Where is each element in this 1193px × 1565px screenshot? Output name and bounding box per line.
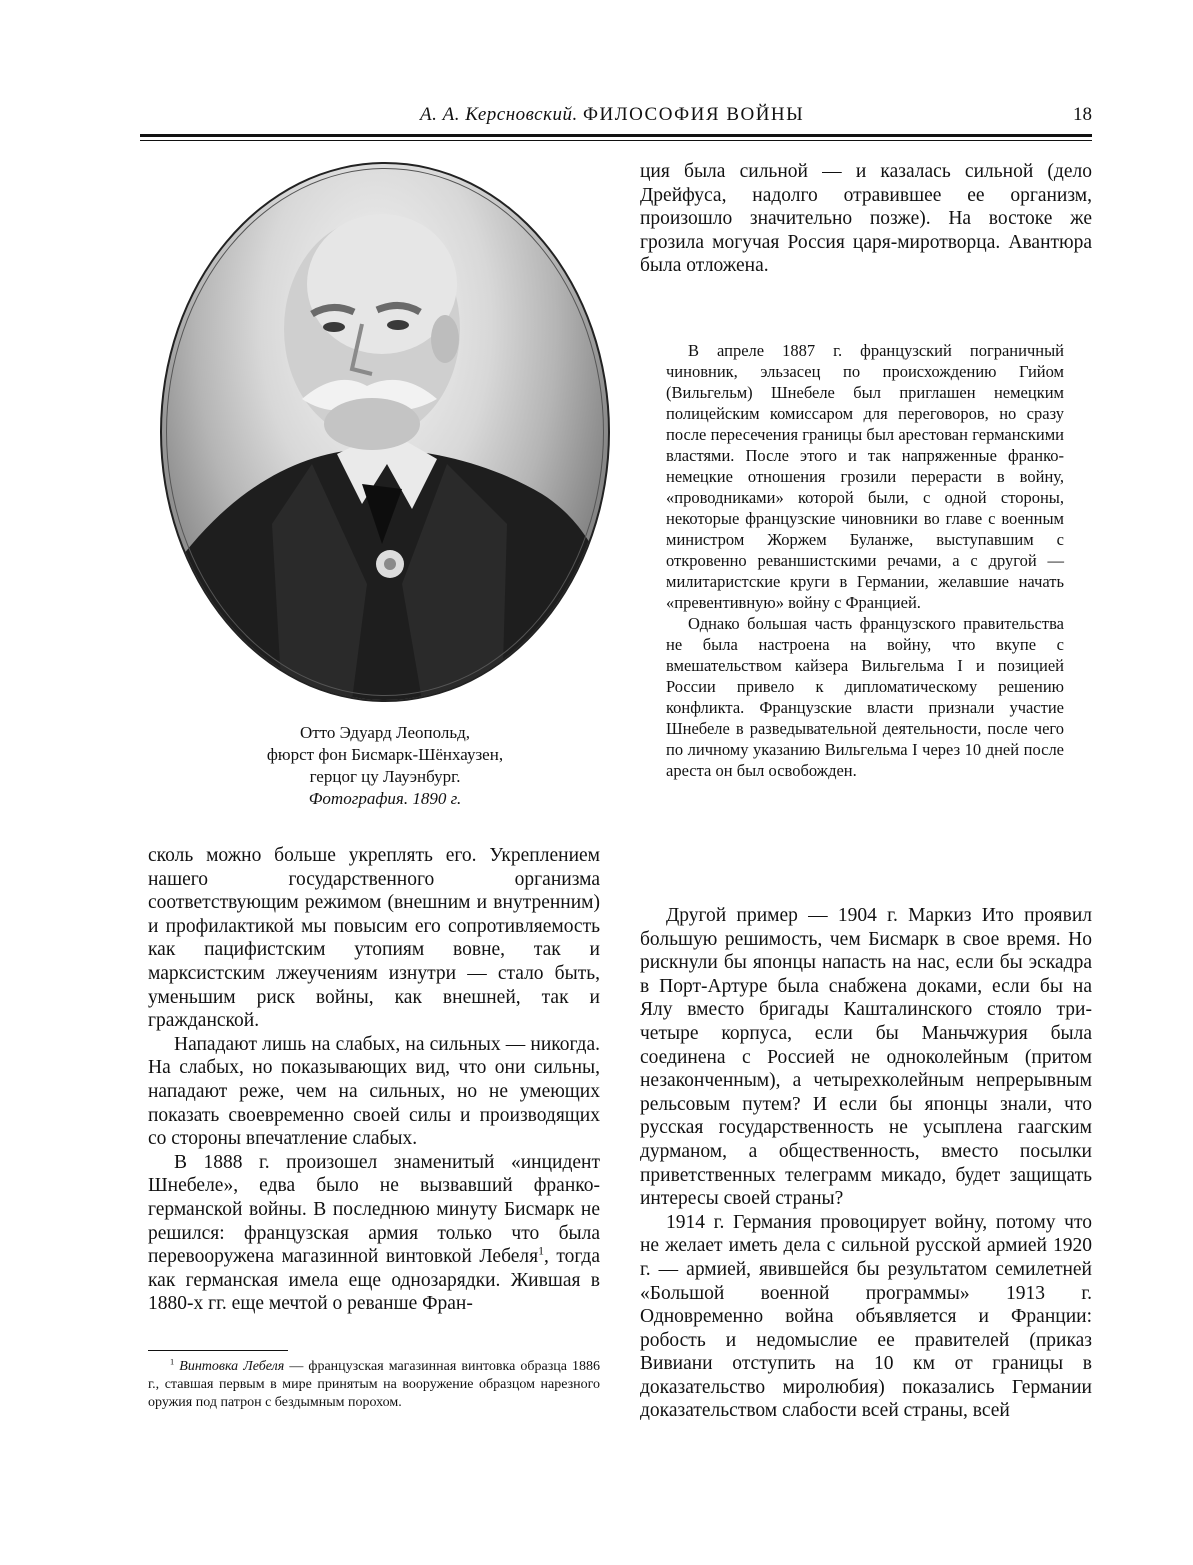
paragraph-text: , тогда как германская имела еще однозарядки. Жившая в 1880-х гг. еще мечтой о реванше Фран-	[148, 1246, 600, 1315]
footnote-term: Винтовка Лебеля	[179, 1359, 285, 1374]
page-number: 18	[1073, 104, 1092, 125]
footnote	[148, 1358, 600, 1413]
paragraph: 1914 г. Германия провоцирует войну, потому что не желает иметь дела с сильной русской армией 1920 г. — армией, явившейся бы результатом семилетней «Большой военной программы» 1913 г. Одновременно война объявляется и Франции: робость и недомыслие ее правителей (приказ Вивиани отступить на 10 км от границы в доказательство миролюбия) показались Германии доказательством слабости всей страны, всей	[640, 1211, 1092, 1422]
portrait-photo	[160, 162, 610, 702]
paragraph: Нападают лишь на слабых, на сильных — никогда. На слабых, но показывающих вид, что они сильны, нападают реже, чем на сильных, но не умеющих показать своевременно своей силы и производящих со стороны впечатление слабых.	[148, 1033, 600, 1150]
header-author-name: А. А. Керсновский.	[420, 104, 578, 125]
right-column-bottom-text	[640, 904, 1092, 1423]
running-header	[140, 100, 1092, 130]
header-rule-thin	[140, 140, 1092, 141]
portrait-inner-border	[166, 168, 604, 696]
paragraph: Другой пример — 1904 г. Маркиз Ито проявил большую решимость, чем Бисмарк в свое время. Но рискнули бы японцы напасть на нас, если бы эскадра в Порт-Артуре была снабжена доками, если бы на Ялу вместо бригады Кашталинского стояло три-четыре корпуса, если бы Маньчжурия была соединена с Россией не одноколейным (притом незаконченным), а четырехколейным непрерывным рельсовым путем? И если бы японцы знали, что русская государственность не усыплена гаагским дурманом, а общественность, вместо посылки приветственных телеграмм микадо, будет защищать интересы своей страны?	[640, 905, 1092, 1210]
caption-line: герцог цу Лауэнбург.	[309, 767, 461, 786]
paragraph: ция была сильной — и казалась сильной (дело Дрейфуса, надолго отравившее ее организм, произошло значительно позже). На востоке же грозила могучая Россия царя-миротворца. Авантюра была отложена.	[640, 161, 1092, 277]
header-author	[420, 104, 804, 126]
footnote-number: 1	[170, 1357, 175, 1367]
header-rule-thick	[140, 134, 1092, 137]
footnote-text: — французская магазинная винтовка образца 1886 г., ставшая первым в мире принятым на вооружение образцом нарезного оружия под патрон с бездымным порохом.	[148, 1359, 601, 1411]
historical-inset-note	[666, 340, 1064, 781]
left-column-text	[148, 844, 600, 1316]
caption-line: фюрст фон Бисмарк-Шёнхаузен,	[266, 745, 504, 764]
inset-paragraph: Однако большая часть французского правительства не была настроена на войну, что вкупе с вмешательством кайзера Вильгельма I и позицией России привело к дипломатическому решению конфликта. Французские власти признали участие Шнебеле в разведывательной деятельности, после чего по личному указанию Вильгельма I через 10 дней после ареста он был освобожден.	[666, 614, 1064, 780]
footnote-separator	[148, 1350, 288, 1351]
paragraph: сколь можно больше укреплять его. Укреплением нашего государственного организма соответствующим режимом (внешним и внутренним) и профилактикой мы повысим его сопротивляемость как пацифистским утопиям вовне, так и марксистским лжеучениям изнутри — стало быть, уменьшим риск войны, как внешней, так и гражданской.	[148, 845, 600, 1032]
inset-paragraph: В апреле 1887 г. французский пограничный чиновник, эльзасец по происхождению Гийом (Вильгельм) Шнебеле был приглашен немецким полицейским комиссаром для переговоров, но сразу после пересечения границы был арестован германскими властями. После этого и так напряженные франко-немецкие отношения грозили перерасти в войну, «проводниками» которой были, с одной стороны, некоторые французские чиновники во главе с военным министром Жоржем Буланже, выступавшим с откровенно реваншистскими речами, а с другой — милитаристские круги в Германии, желавшие начать «превентивную» войну с Францией.	[666, 341, 1064, 612]
caption-photo-note: Фотография. 1890 г.	[308, 789, 462, 808]
paragraph	[148, 1151, 600, 1316]
figure-caption	[160, 722, 610, 810]
paragraph-text: В 1888 г. произошел знаменитый «инцидент Шнебеле», едва было не вызвавший франко-германской войны. В последнюю минуту Бисмарк не решился: французская армия только что была перевооружена магазинной винтовкой Лебеля	[148, 1151, 600, 1268]
footnote-ref: 1	[538, 1244, 544, 1258]
caption-line: Отто Эдуард Леопольд,	[299, 723, 471, 742]
header-book-title: ФИЛОСОФИЯ ВОЙНЫ	[582, 104, 805, 125]
right-column-top-text	[640, 160, 1092, 278]
